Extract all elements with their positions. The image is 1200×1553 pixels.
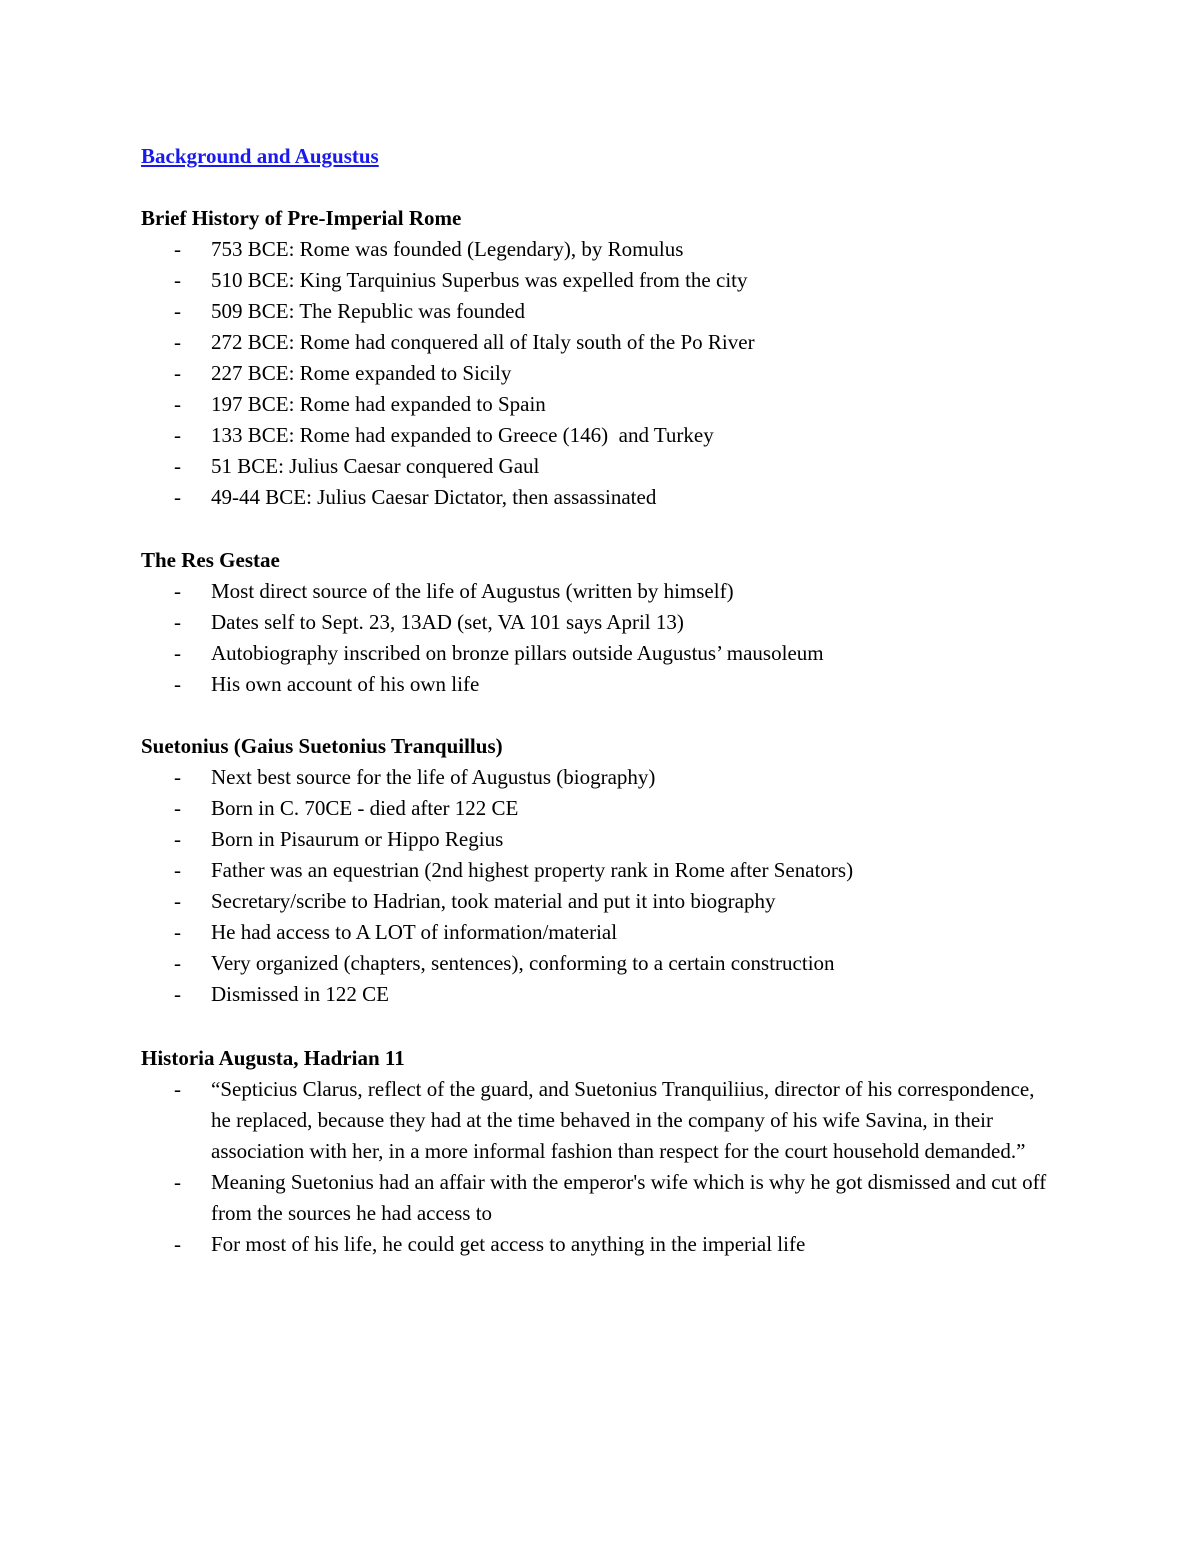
- section-heading: Suetonius (Gaius Suetonius Tranquillus): [141, 734, 503, 758]
- dash-marker: -: [174, 641, 181, 665]
- list-item-text: 272 BCE: Rome had conquered all of Italy south of the Po River: [211, 330, 755, 354]
- section-heading: Historia Augusta, Hadrian 11: [141, 1046, 405, 1070]
- dash-marker: -: [174, 330, 181, 354]
- dash-marker: -: [174, 1077, 181, 1101]
- list-item-text: Most direct source of the life of Augustus (written by himself): [211, 579, 734, 603]
- list-item: [141, 265, 1081, 296]
- dash-marker: -: [174, 951, 181, 975]
- list-item: [141, 762, 1081, 793]
- list-item: [141, 482, 1081, 513]
- list-item: [141, 638, 1081, 669]
- list-item-text: Very organized (chapters, sentences), conforming to a certain construction: [211, 951, 835, 975]
- list-item-text: He had access to A LOT of information/material: [211, 920, 618, 944]
- list-item: [141, 296, 1081, 327]
- list-item-text: 227 BCE: Rome expanded to Sicily: [211, 361, 512, 385]
- dash-marker: -: [174, 610, 181, 634]
- list-item-text: 509 BCE: The Republic was founded: [211, 299, 525, 323]
- document-title-link[interactable]: Background and Augustus: [141, 144, 379, 168]
- section-heading: Brief History of Pre-Imperial Rome: [141, 206, 462, 230]
- list-item: [141, 607, 1081, 638]
- list-item-text: Born in C. 70CE - died after 122 CE: [211, 796, 519, 820]
- list-item-text: Meaning Suetonius had an affair with the emperor's wife which is why he got dismissed and cut off from the sources he had access to: [211, 1170, 1047, 1225]
- dash-marker: -: [174, 361, 181, 385]
- dash-marker: -: [174, 920, 181, 944]
- list-item: [141, 1229, 1056, 1260]
- dash-marker: -: [174, 423, 181, 447]
- list-item: [141, 979, 1081, 1010]
- list-item-text: 197 BCE: Rome had expanded to Spain: [211, 392, 546, 416]
- dash-marker: -: [174, 485, 181, 509]
- dash-marker: -: [174, 579, 181, 603]
- list-item: [141, 451, 1081, 482]
- list-item: [141, 1074, 1056, 1167]
- section-res-gestae: [141, 545, 1081, 700]
- bullet-list: [141, 234, 1081, 513]
- dash-marker: -: [174, 982, 181, 1006]
- section-historia-augusta: [141, 1043, 1081, 1260]
- list-item: [141, 886, 1081, 917]
- dash-marker: -: [174, 299, 181, 323]
- list-item: [141, 824, 1081, 855]
- dash-marker: -: [174, 827, 181, 851]
- dash-marker: -: [174, 858, 181, 882]
- dash-marker: -: [174, 392, 181, 416]
- dash-marker: -: [174, 454, 181, 478]
- dash-marker: -: [174, 237, 181, 261]
- bullet-list: [141, 762, 1081, 1010]
- bullet-list: [141, 576, 1081, 700]
- list-item-text: Born in Pisaurum or Hippo Regius: [211, 827, 504, 851]
- dash-marker: -: [174, 268, 181, 292]
- list-item-text: 753 BCE: Rome was founded (Legendary), by Romulus: [211, 237, 684, 261]
- list-item-text: Secretary/scribe to Hadrian, took material and put it into biography: [211, 889, 776, 913]
- list-item: [141, 389, 1081, 420]
- list-item-text: 49-44 BCE: Julius Caesar Dictator, then assassinated: [211, 485, 657, 509]
- list-item: [141, 1167, 1056, 1229]
- dash-marker: -: [174, 1232, 181, 1256]
- list-item: [141, 669, 1081, 700]
- dash-marker: -: [174, 672, 181, 696]
- list-item-text: Next best source for the life of Augustus (biography): [211, 765, 656, 789]
- dash-marker: -: [174, 765, 181, 789]
- section-heading: The Res Gestae: [141, 548, 280, 572]
- list-item: [141, 576, 1081, 607]
- dash-marker: -: [174, 1170, 181, 1194]
- list-item-text: 510 BCE: King Tarquinius Superbus was expelled from the city: [211, 268, 748, 292]
- list-item-text: Dates self to Sept. 23, 13AD (set, VA 101 says April 13): [211, 610, 684, 634]
- list-item: [141, 358, 1081, 389]
- list-item-text: “Septicius Clarus, reflect of the guard, and Suetonius Tranquiliius, director of his correspondence, he replaced, because they had at the time behaved in the company of his wife Savina, in their association with her, in a more informal fashion than respect for the court household demanded.”: [211, 1077, 1035, 1163]
- section-brief-history: [141, 203, 1081, 513]
- dash-marker: -: [174, 889, 181, 913]
- list-item-text: 133 BCE: Rome had expanded to Greece (146) and Turkey: [211, 423, 714, 447]
- bullet-list: [141, 1074, 1081, 1260]
- dash-marker: -: [174, 796, 181, 820]
- list-item-text: Father was an equestrian (2nd highest property rank in Rome after Senators): [211, 858, 854, 882]
- list-item: [141, 793, 1081, 824]
- list-item-text: His own account of his own life: [211, 672, 480, 696]
- list-item: [141, 234, 1081, 265]
- list-item: [141, 855, 1081, 886]
- list-item: [141, 948, 1081, 979]
- list-item-text: 51 BCE: Julius Caesar conquered Gaul: [211, 454, 540, 478]
- list-item-text: Autobiography inscribed on bronze pillars outside Augustus’ mausoleum: [211, 641, 824, 665]
- list-item: [141, 420, 1081, 451]
- list-item-text: Dismissed in 122 CE: [211, 982, 389, 1006]
- section-suetonius: [141, 731, 1081, 1010]
- list-item: [141, 917, 1081, 948]
- list-item-text: For most of his life, he could get access to anything in the imperial life: [211, 1232, 806, 1256]
- list-item: [141, 327, 1081, 358]
